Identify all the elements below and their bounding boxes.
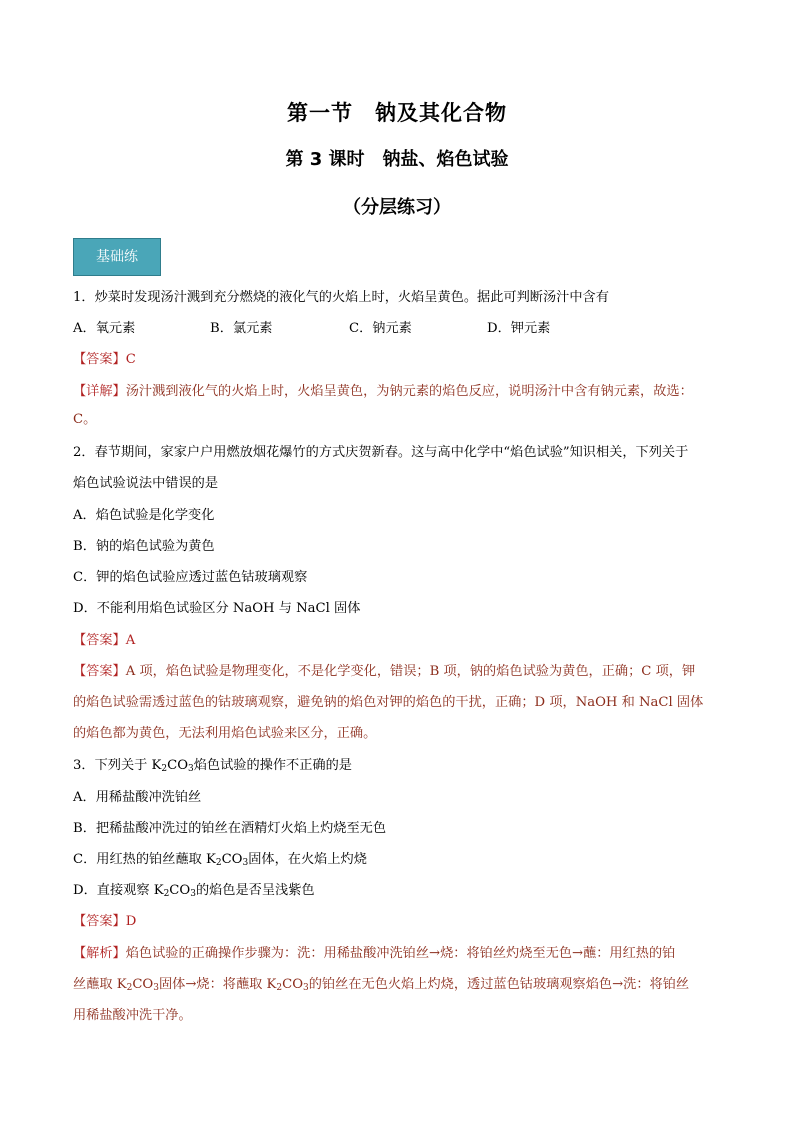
q3-option-b: B．把稀盐酸冲洗过的铂丝在酒精灯火焰上灼烧至无色 (73, 821, 387, 836)
answer-tag: 【答案】 (73, 633, 126, 648)
analysis-text-d: CO (282, 977, 304, 992)
analysis-text-a: 丝蘸取 K (73, 977, 127, 992)
q3-option-d-text-c: 的焰色是否呈浅紫色 (195, 883, 315, 898)
analysis-text-c: 固体→烧：将蘸取 K (158, 977, 277, 992)
q2-explain-line2: 的焰色试验需透过蓝色的钴玻璃观察，避免钠的焰色对钾的焰色的干扰，正确；D 项，NaOH 和 NaCl 固体 (73, 695, 704, 710)
section-title: 第一节 钠及其化合物 (287, 101, 507, 125)
q1-stem: 1．炒菜时发现汤汁溅到充分燃烧的液化气的火焰上时，火焰呈黄色。据此可判断汤汁中含有 (73, 290, 609, 305)
q2-option-d: D．不能利用焰色试验区分 NaOH 与 NaCl 固体 (73, 601, 361, 616)
q2-option-b: B．钠的焰色试验为黄色 (73, 539, 215, 554)
lesson-subtitle: 第 3 课时 钠盐、焰色试验 (285, 149, 509, 170)
subscript: 3 (303, 983, 309, 993)
q3-option-d-text-a: D．直接观察 K (73, 883, 164, 898)
analysis-text-e: 的铂丝在无色火焰上灼烧，透过蓝色钴玻璃观察焰色→洗：将铂丝 (308, 977, 690, 992)
q1-detail-line1 (73, 383, 733, 401)
answer-value: A (125, 633, 136, 648)
q3-option-c-text-b: CO (221, 852, 243, 867)
subscript: 3 (190, 889, 196, 899)
answer-value: C (125, 352, 136, 367)
explain-tag: 【答案】 (73, 664, 126, 679)
q1-option-a: A．氧元素 (73, 321, 136, 336)
subscript: 2 (163, 889, 170, 899)
answer-tag: 【答案】 (73, 352, 126, 367)
subscript: 2 (276, 983, 283, 993)
answer-tag: 【答案】 (73, 914, 126, 929)
q2-explain-line1 (73, 663, 733, 681)
detail-text: 汤汁溅到液化气的火焰上时，火焰呈黄色，为钠元素的焰色反应，说明汤汁中含有钠元素，故选： (125, 384, 693, 399)
subscript: 2 (161, 764, 168, 774)
q3-option-d-text-b: CO (169, 883, 191, 898)
subscript: 2 (215, 858, 222, 868)
explain-text: A 项，焰色试验是物理变化，不是化学变化，错误；B 项，钠的焰色试验为黄色，正确；C 项，钾 (125, 664, 696, 679)
answer-value: D (125, 914, 137, 929)
q1-option-c: C．钠元素 (349, 321, 412, 336)
q3-analysis-line2 (73, 976, 733, 994)
q1-option-b: B．氯元素 (210, 321, 273, 336)
subscript: 3 (188, 764, 194, 774)
q2-answer (73, 632, 733, 650)
q3-option-c-text-a: C．用红热的铂丝蘸取 K (73, 852, 216, 867)
q3-analysis-line1 (73, 945, 733, 963)
q2-stem-line2: 焰色试验说法中错误的是 (73, 476, 219, 491)
q3-stem-text-a: 3．下列关于 K (73, 758, 162, 773)
q1-detail-line2: C。 (73, 412, 97, 427)
subscript: 2 (126, 983, 133, 993)
section-badge: 基础练 (73, 238, 161, 276)
practice-note: （分层练习） (343, 197, 451, 218)
q3-stem (73, 757, 733, 775)
analysis-tag: 【解析】 (73, 946, 126, 961)
q3-analysis-line3: 用稀盐酸冲洗干净。 (73, 1008, 192, 1023)
q3-option-c (73, 851, 733, 869)
q2-stem-line1: 2．春节期间，家家户户用燃放烟花爆竹的方式庆贺新春。这与高中化学中“焰色试验”知识相关，下列关于 (73, 445, 689, 460)
analysis-text-b: CO (132, 977, 154, 992)
q3-option-d (73, 882, 733, 900)
subscript: 3 (242, 858, 249, 868)
subscript: 3 (153, 983, 159, 993)
q3-stem-text-c: 焰色试验的操作不正确的是 (193, 758, 352, 773)
q2-option-c: C．钾的焰色试验应透过蓝色钴玻璃观察 (73, 570, 308, 585)
q2-option-a: A．焰色试验是化学变化 (73, 508, 215, 523)
q1-option-d: D．钾元素 (487, 321, 551, 336)
detail-tag: 【详解】 (73, 384, 126, 399)
analysis-text: 焰色试验的正确操作步骤为：洗：用稀盐酸冲洗铂丝→烧：将铂丝灼烧至无色→蘸：用红热的铂 (125, 946, 676, 961)
q3-option-a: A．用稀盐酸冲洗铂丝 (73, 790, 202, 805)
q3-stem-text-b: CO (167, 758, 189, 773)
q3-answer (73, 913, 733, 931)
q3-option-c-text-c: 固体，在火焰上灼烧 (248, 852, 367, 867)
q2-explain-line3: 的焰色都为黄色，无法利用焰色试验来区分，正确。 (73, 726, 377, 741)
q1-answer (73, 351, 733, 369)
